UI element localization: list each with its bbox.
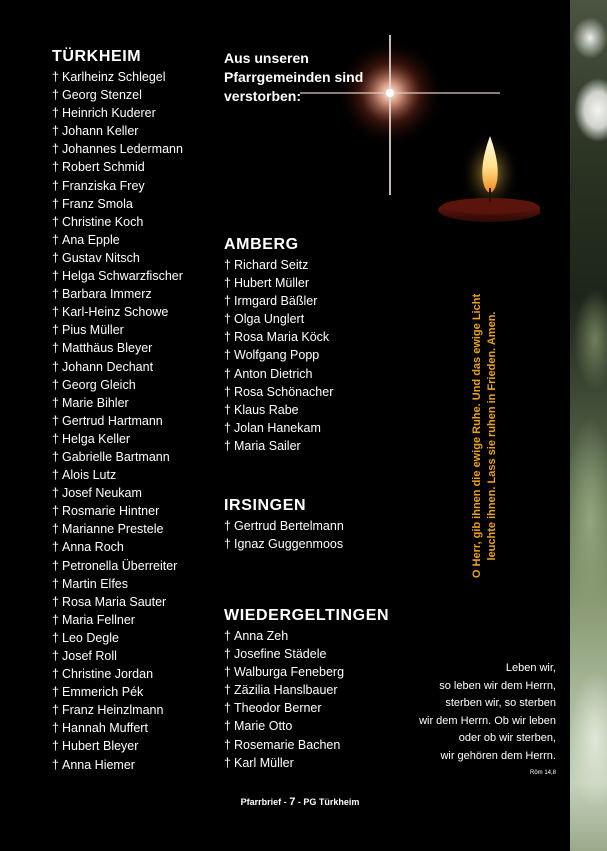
list-item: [52, 719, 183, 737]
page-footer: [200, 796, 400, 808]
cross-icon: †: [224, 348, 231, 363]
cross-icon: †: [52, 504, 59, 519]
deceased-name: Martin Elfes: [62, 576, 128, 591]
footer-right: - PG Türkheim: [297, 797, 360, 807]
section-irsingen: [224, 497, 344, 553]
list-item: [52, 466, 183, 484]
list-item: [224, 383, 333, 401]
list-item: [52, 249, 183, 267]
cross-icon: †: [224, 629, 231, 643]
list-item: [52, 267, 183, 285]
deceased-name: Georg Gleich: [62, 377, 136, 392]
deceased-name: Rosa Maria Sauter: [62, 594, 167, 609]
list-item: [224, 419, 333, 437]
list-item: [52, 321, 183, 339]
deceased-name: Marie Bihler: [62, 395, 129, 410]
list-item: [224, 292, 333, 310]
deceased-name: Anton Dietrich: [234, 366, 313, 381]
list-item: [52, 557, 183, 575]
section-title: AMBERG: [224, 236, 299, 253]
deceased-name: Alois Lutz: [62, 468, 117, 483]
list-item: [52, 502, 183, 520]
cross-icon: †: [52, 757, 59, 772]
cross-icon: †: [52, 576, 59, 591]
deceased-name: Franz Heinzlmann: [62, 703, 164, 718]
list-item: [52, 68, 183, 86]
section-title: TÜRKHEIM: [52, 48, 142, 65]
deceased-name: Rosa Maria Köck: [234, 330, 330, 345]
deceased-name: Petronella Überreiter: [62, 558, 178, 573]
list-item: [224, 754, 389, 772]
deceased-name: Olga Unglert: [234, 312, 305, 327]
list-item: [52, 647, 183, 665]
list-item: [52, 448, 183, 466]
cross-icon: †: [52, 649, 59, 663]
list-item: [52, 701, 183, 719]
cross-icon: †: [52, 305, 59, 320]
cross-icon: †: [224, 438, 231, 453]
cross-icon: †: [52, 721, 59, 736]
quote-line: sterben wir, so sterben: [445, 697, 556, 709]
name-list: [224, 517, 344, 553]
cross-icon: †: [224, 276, 231, 291]
list-item: [52, 611, 183, 629]
cross-icon: †: [52, 287, 59, 302]
deceased-name: Gabrielle Bartmann: [62, 449, 170, 464]
section-title: IRSINGEN: [224, 497, 307, 514]
deceased-name: Helga Keller: [62, 431, 131, 446]
cross-icon: †: [52, 594, 59, 609]
list-item: [52, 140, 183, 158]
cross-icon: †: [52, 142, 59, 157]
list-item: [224, 328, 333, 346]
deceased-name: Marianne Prestele: [62, 522, 164, 537]
list-item: [52, 195, 183, 213]
list-item: [224, 365, 333, 383]
cross-icon: †: [224, 537, 231, 552]
cross-icon: †: [224, 366, 231, 381]
cross-icon: †: [52, 431, 59, 446]
list-item: [52, 665, 183, 683]
intro-line-3: verstorben:: [224, 88, 302, 104]
deceased-name: Josef Neukam: [62, 486, 142, 501]
cross-icon: †: [52, 449, 59, 464]
cross-icon: †: [52, 214, 59, 229]
deceased-name: Georg Stenzel: [62, 88, 142, 103]
cross-icon: †: [52, 558, 59, 573]
list-item: [224, 437, 333, 455]
deceased-name: Helga Schwarzfischer: [62, 269, 183, 284]
list-item: [52, 122, 183, 140]
cross-icon: †: [52, 667, 59, 682]
cross-icon: †: [52, 341, 59, 356]
list-item: [52, 575, 183, 593]
list-item: [52, 430, 183, 448]
list-item: [52, 339, 183, 357]
cross-icon: †: [224, 665, 231, 680]
list-item: [224, 663, 389, 681]
deceased-name: Johannes Ledermann: [62, 142, 183, 157]
cross-icon: †: [52, 468, 59, 483]
list-item: [224, 535, 344, 553]
name-list: [224, 627, 389, 772]
prayer-line-1: O Herr, gib ihnen die ewige Ruhe. Und das ewige Licht: [471, 293, 483, 579]
cross-icon: †: [224, 737, 231, 752]
list-item: [52, 104, 183, 122]
deceased-name: Gustav Nitsch: [62, 250, 140, 265]
deceased-name: Robert Schmid: [62, 160, 145, 175]
list-item: [52, 158, 183, 176]
deceased-name: Marie Otto: [234, 719, 293, 734]
list-item: [52, 593, 183, 611]
list-item: [224, 627, 389, 645]
candle-icon: [430, 128, 540, 228]
deceased-name: Anna Hiemer: [62, 757, 135, 772]
deceased-name: Pius Müller: [62, 323, 124, 338]
deceased-name: Ana Epple: [62, 232, 120, 247]
list-item: [52, 394, 183, 412]
cross-icon: †: [52, 377, 59, 392]
list-item: [52, 412, 183, 430]
cross-icon: †: [52, 359, 59, 374]
deceased-name: Heinrich Kuderer: [62, 106, 156, 121]
list-item: [224, 517, 344, 535]
name-list: [224, 256, 333, 455]
deceased-name: Hubert Müller: [234, 276, 310, 291]
deceased-name: Anna Roch: [62, 540, 124, 555]
list-item: [52, 484, 183, 502]
cross-icon: †: [52, 250, 59, 265]
prayer-line-2: leuchte ihnen. Lass sie ruhen in Frieden. Amen.: [486, 311, 498, 561]
intro-heading: [224, 49, 384, 106]
deceased-name: Wolfgang Popp: [234, 348, 320, 363]
cross-icon: †: [52, 739, 59, 754]
cross-icon: †: [52, 630, 59, 645]
cross-icon: †: [52, 395, 59, 410]
cross-icon: †: [52, 178, 59, 193]
list-item: [52, 86, 183, 104]
deceased-name: Ignaz Guggenmoos: [234, 537, 344, 552]
deceased-name: Maria Fellner: [62, 612, 135, 627]
cross-icon: †: [224, 384, 231, 399]
section-tuerkheim: [52, 48, 183, 774]
deceased-name: Theodor Berner: [234, 701, 322, 716]
list-item: [52, 520, 183, 538]
name-list: [52, 68, 183, 774]
cross-icon: †: [52, 160, 59, 175]
deceased-name: Franz Smola: [62, 196, 133, 211]
list-item: [52, 376, 183, 394]
intro-line-2: Pfarrgemeinden sind: [224, 69, 364, 85]
list-item: [52, 285, 183, 303]
cross-icon: †: [52, 612, 59, 627]
deceased-name: Barbara Immerz: [62, 287, 152, 302]
list-item: [224, 274, 333, 292]
bible-quote: [400, 660, 556, 765]
list-item: [52, 683, 183, 701]
section-amberg: [224, 236, 333, 455]
list-item: [224, 256, 333, 274]
deceased-name: Karlheinz Schlegel: [62, 70, 166, 84]
list-item: [52, 177, 183, 195]
list-item: [224, 717, 389, 735]
deceased-name: Christine Koch: [62, 214, 144, 229]
cross-icon: †: [224, 701, 231, 716]
deceased-name: Hannah Muffert: [62, 721, 148, 736]
cross-icon: †: [52, 196, 59, 211]
cross-icon: †: [52, 486, 59, 501]
list-item: [52, 213, 183, 231]
cross-icon: †: [224, 519, 231, 533]
list-item: [52, 231, 183, 249]
cross-icon: †: [52, 106, 59, 121]
deceased-name: Walburga Feneberg: [234, 665, 345, 680]
deceased-name: Richard Seitz: [234, 258, 309, 272]
list-item: [52, 303, 183, 321]
deceased-name: Christine Jordan: [62, 667, 154, 682]
cross-icon: †: [224, 647, 231, 662]
cross-icon: †: [52, 124, 59, 139]
cross-icon: †: [52, 413, 59, 428]
list-item: [224, 681, 389, 699]
deceased-name: Josef Roll: [62, 649, 117, 663]
deceased-name: Josefine Städele: [234, 647, 327, 662]
cross-icon: †: [52, 522, 59, 537]
cross-icon: †: [52, 685, 59, 700]
cross-icon: †: [52, 269, 59, 284]
cross-icon: †: [224, 755, 231, 770]
deceased-name: Rosmarie Hintner: [62, 504, 160, 519]
deceased-name: Karl Müller: [234, 755, 294, 770]
section-wiedergeltingen: [224, 607, 389, 772]
cross-icon: †: [52, 540, 59, 555]
cross-icon: †: [52, 70, 59, 84]
deceased-name: Irmgard Bäßler: [234, 294, 318, 309]
list-item: [52, 737, 183, 755]
cross-icon: †: [224, 719, 231, 734]
list-item: [224, 736, 389, 754]
deceased-name: Maria Sailer: [234, 438, 301, 453]
list-item: [224, 645, 389, 663]
side-photo-strip: [570, 0, 607, 851]
quote-line: Leben wir,: [505, 662, 556, 674]
quote-line: so leben wir dem Herrn,: [439, 679, 556, 692]
deceased-name: Leo Degle: [62, 630, 119, 645]
page-number: 7: [289, 796, 296, 808]
deceased-name: Gertrud Bertelmann: [234, 519, 344, 533]
list-item: [52, 629, 183, 647]
list-item: [224, 699, 389, 717]
cross-icon: †: [224, 294, 231, 309]
quote-line: wir gehören dem Herrn.: [440, 749, 556, 762]
cross-icon: †: [52, 703, 59, 718]
deceased-name: Rosa Schönacher: [234, 384, 334, 399]
deceased-name: Johann Dechant: [62, 359, 154, 374]
deceased-name: Emmerich Pék: [62, 685, 144, 700]
list-item: [224, 310, 333, 328]
deceased-name: Karl-Heinz Schowe: [62, 305, 169, 320]
cross-icon: †: [224, 330, 231, 345]
deceased-name: Rosemarie Bachen: [234, 737, 341, 752]
quote-line: wir dem Herrn. Ob wir leben: [419, 714, 556, 727]
cross-icon: †: [52, 232, 59, 247]
list-item: [224, 346, 333, 364]
deceased-name: Matthäus Bleyer: [62, 341, 153, 356]
deceased-name: Jolan Hanekam: [234, 420, 321, 435]
footer-left: Pfarrbrief -: [240, 797, 287, 807]
cross-icon: †: [224, 258, 231, 272]
deceased-name: Hubert Bleyer: [62, 739, 139, 754]
cross-icon: †: [52, 323, 59, 338]
intro-line-1: Aus unseren: [224, 50, 309, 66]
deceased-name: Gertrud Hartmann: [62, 413, 163, 428]
quote-line: oder ob wir sterben,: [458, 732, 556, 744]
cross-icon: †: [224, 420, 231, 435]
cross-icon: †: [224, 683, 231, 698]
deceased-name: Franziska Frey: [62, 178, 145, 193]
deceased-name: Johann Keller: [62, 124, 139, 139]
cross-icon: †: [224, 402, 231, 417]
list-item: [52, 538, 183, 556]
list-item: [52, 358, 183, 376]
list-item: [52, 756, 183, 774]
cross-icon: †: [224, 312, 231, 327]
quote-reference: Röm 14,8: [529, 770, 556, 776]
deceased-name: Anna Zeh: [234, 629, 289, 643]
deceased-name: Klaus Rabe: [234, 402, 299, 417]
section-title: WIEDERGELTINGEN: [224, 607, 390, 624]
list-item: [224, 401, 333, 419]
cross-icon: †: [52, 88, 59, 103]
deceased-name: Zäzilia Hanslbauer: [234, 683, 338, 698]
prayer-text: [470, 271, 500, 601]
